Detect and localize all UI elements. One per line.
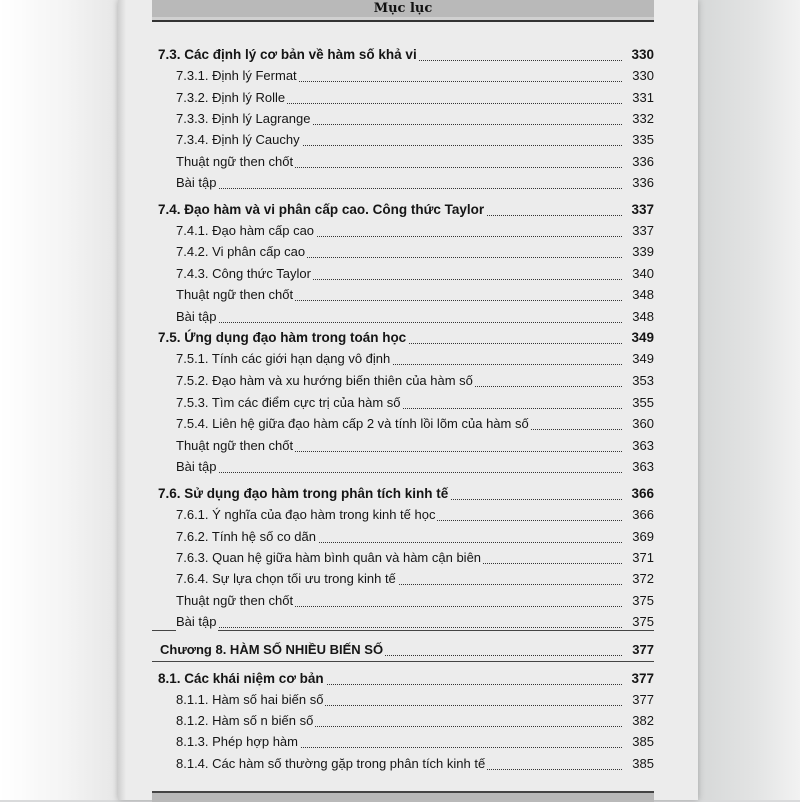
toc-entry-title: 7.6.3. Quan hệ giữa hàm bình quân và hàm cận biên	[176, 550, 482, 565]
toc-entry-title: Thuật ngữ then chốt	[176, 287, 294, 302]
toc-entry-title: 7.6. Sử dụng đạo hàm trong phân tích kinh tế	[158, 486, 449, 501]
toc-page-number: 337	[632, 223, 654, 238]
toc-page-number: 366	[631, 486, 654, 501]
toc-page-number: 353	[632, 373, 654, 388]
toc-entry-title: 7.6.4. Sự lựa chọn tối ưu trong kinh tế	[176, 571, 396, 586]
toc-page-number: 375	[632, 593, 654, 608]
toc-entry-title: 7.4.2. Vi phân cấp cao	[176, 244, 306, 259]
toc-page-number: 349	[631, 330, 654, 345]
toc-entry-title: 7.5.1. Tính các giới hạn dạng vô định	[176, 351, 391, 366]
leader-dots	[176, 170, 622, 189]
toc-page-number: 385	[632, 734, 654, 749]
toc-page-number: 349	[632, 351, 654, 366]
toc-page-number: 375	[632, 614, 654, 629]
toc-page-number: 385	[632, 756, 654, 771]
toc-entry-title: 7.5. Ứng dụng đạo hàm trong toán học	[158, 330, 407, 345]
toc-entry-title: 7.6.2. Tính hệ số co dãn	[176, 529, 316, 544]
toc-entry-title: 7.3.4. Định lý Cauchy	[176, 132, 300, 147]
toc-entry-title: 7.4. Đạo hàm và vi phân cấp cao. Công thức Taylor	[158, 202, 485, 217]
toc-entry-title: 8.1.4. Các hàm số thường gặp trong phân tích kinh tế	[176, 756, 486, 771]
toc-chapter-row	[0, 641, 800, 661]
toc-entry-title: Thuật ngữ then chốt	[176, 593, 294, 608]
toc-entry-row	[0, 458, 800, 478]
toc-page-number: 366	[632, 507, 654, 522]
toc-entry-row	[0, 613, 800, 633]
toc-entry-row	[0, 733, 800, 753]
toc-page-number: 335	[632, 132, 654, 147]
toc-entry-row	[0, 755, 800, 775]
toc-entry-title: Thuật ngữ then chốt	[176, 154, 294, 169]
toc-entry-row	[0, 570, 800, 590]
toc-entry-title: 7.4.1. Đạo hàm cấp cao	[176, 223, 315, 238]
toc-entry-row	[0, 286, 800, 306]
toc-entry-title: 7.3.1. Định lý Fermat	[176, 68, 297, 83]
toc-entry-title: Thuật ngữ then chốt	[176, 438, 294, 453]
toc-page-number: 363	[632, 438, 654, 453]
toc-page-number: 336	[632, 154, 654, 169]
toc-entry-title: 7.3.2. Định lý Rolle	[176, 90, 286, 105]
toc-page-number: 337	[631, 202, 654, 217]
toc-entry-title: 7.5.3. Tìm các điểm cực trị của hàm số	[176, 395, 401, 410]
toc-page-number: 369	[632, 529, 654, 544]
toc-page-number: 330	[632, 68, 654, 83]
toc-entry-title: 8.1.1. Hàm số hai biến số	[176, 692, 324, 707]
toc-page-number: 348	[632, 309, 654, 324]
toc-page-number: 332	[632, 111, 654, 126]
toc-page-number: 371	[632, 550, 654, 565]
toc-entry-title: 7.5.4. Liên hệ giữa đạo hàm cấp 2 và tính lồi lõm của hàm số	[176, 416, 529, 431]
toc-entry-title: 7.3.3. Định lý Lagrange	[176, 111, 311, 126]
toc-entry-title: Chương 8. HÀM SỐ NHIỀU BIẾN SỐ	[160, 642, 384, 657]
toc-page-number: 330	[631, 47, 654, 62]
toc-entry-title: 7.6.1. Ý nghĩa của đạo hàm trong kinh tế học	[176, 507, 436, 522]
toc-entry-row	[0, 415, 800, 435]
toc-page-number: 360	[632, 416, 654, 431]
toc-entry-row	[0, 506, 800, 526]
leader-dots	[176, 454, 622, 473]
toc-page-number: 339	[632, 244, 654, 259]
toc-entry-row	[0, 372, 800, 392]
toc-page-number: 377	[631, 671, 654, 686]
page-title: Mục lục	[373, 1, 433, 16]
toc-page-number: 382	[632, 713, 654, 728]
toc-page-number: 348	[632, 287, 654, 302]
toc-entry-title: Bài tập	[176, 459, 217, 474]
leader-dots	[176, 609, 622, 628]
toc-page-number: 377	[632, 642, 654, 657]
toc-entry-row	[0, 174, 800, 194]
leader-dots	[176, 304, 622, 323]
toc-page-number: 336	[632, 175, 654, 190]
toc-page-number: 340	[632, 266, 654, 281]
toc-entry-title: Bài tập	[176, 175, 217, 190]
toc-page-number: 331	[632, 90, 654, 105]
toc-entry-title: Bài tập	[176, 614, 217, 629]
toc-entry-title: 8.1.2. Hàm số n biến số	[176, 713, 314, 728]
footer-bar	[152, 791, 654, 802]
toc-entry-title: 8.1. Các khái niệm cơ bản	[158, 671, 324, 686]
toc-entry-row	[0, 67, 800, 87]
toc-entry-title: 8.1.3. Phép hợp hàm	[176, 734, 298, 749]
toc-entry-title: 7.5.2. Đạo hàm và xu hướng biến thiên của hàm số	[176, 373, 473, 388]
toc-page-number: 355	[632, 395, 654, 410]
toc-entry-title: 7.4.3. Công thức Taylor	[176, 266, 311, 281]
toc-entry-title: Bài tập	[176, 309, 217, 324]
toc-entry-title: 7.3. Các định lý cơ bản về hàm số khả vi	[158, 47, 417, 62]
toc-page-number: 363	[632, 459, 654, 474]
toc-entry-row	[0, 243, 800, 263]
toc-entry-row	[0, 131, 800, 151]
toc-page-number: 372	[632, 571, 654, 586]
toc-page-number: 377	[632, 692, 654, 707]
toc-entry-row	[0, 350, 800, 370]
